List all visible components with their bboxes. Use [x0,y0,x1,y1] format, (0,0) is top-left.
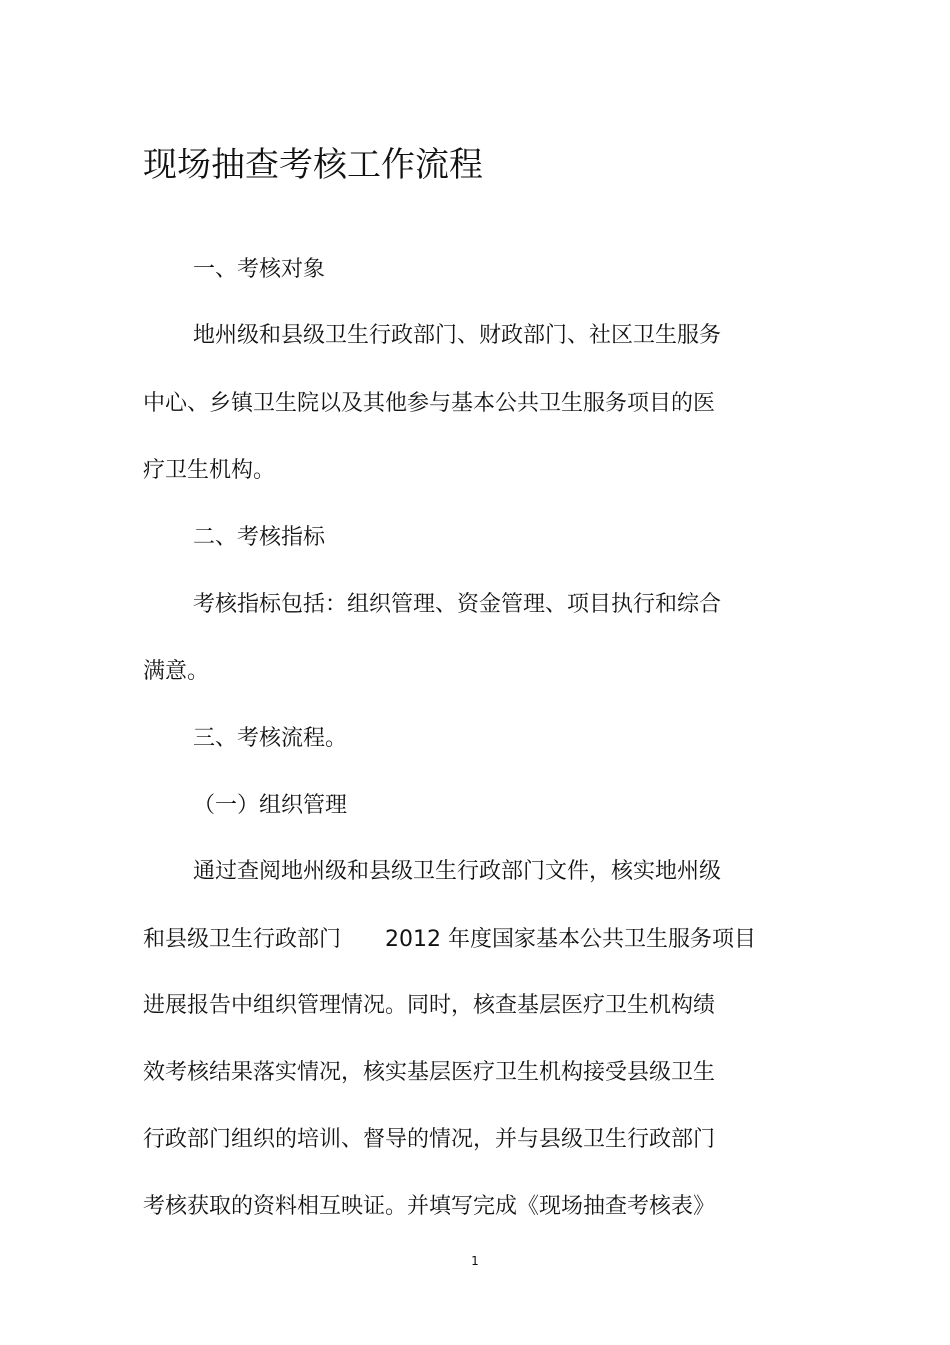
page-title: 现场抽查考核工作流程 [143,145,483,185]
page-number: 1 [471,1254,479,1268]
paragraph-line: 和县级卫生行政部门 2012 年度国家基本公共卫生服务项目 [143,927,756,952]
subsection-heading-organization-management: （一）组织管理 [193,793,348,818]
paragraph-line: 进展报告中组织管理情况。同时，核查基层医疗卫生机构绩 [143,993,716,1018]
paragraph-line: 疗卫生机构。 [143,458,276,483]
section-heading-assessment-process: 三、考核流程。 [193,726,348,751]
section-heading-assessment-indicators: 二、考核指标 [193,525,326,550]
paragraph-line: 满意。 [143,659,210,684]
section-heading-assessment-targets: 一、考核对象 [193,257,326,282]
paragraph-line: 考核获取的资料相互映证。并填写完成《现场抽查考核表》 [143,1194,716,1219]
paragraph-line: 效考核结果落实情况，核实基层医疗卫生机构接受县级卫生 [143,1060,716,1085]
paragraph-line: 中心、乡镇卫生院以及其他参与基本公共卫生服务项目的医 [143,391,716,416]
paragraph-line: 考核指标包括：组织管理、资金管理、项目执行和综合 [193,592,722,617]
paragraph-line: 地州级和县级卫生行政部门、财政部门、社区卫生服务 [193,323,722,348]
paragraph-line: 行政部门组织的培训、督导的情况，并与县级卫生行政部门 [143,1127,716,1152]
paragraph-line: 通过查阅地州级和县级卫生行政部门文件，核实地州级 [193,859,722,884]
